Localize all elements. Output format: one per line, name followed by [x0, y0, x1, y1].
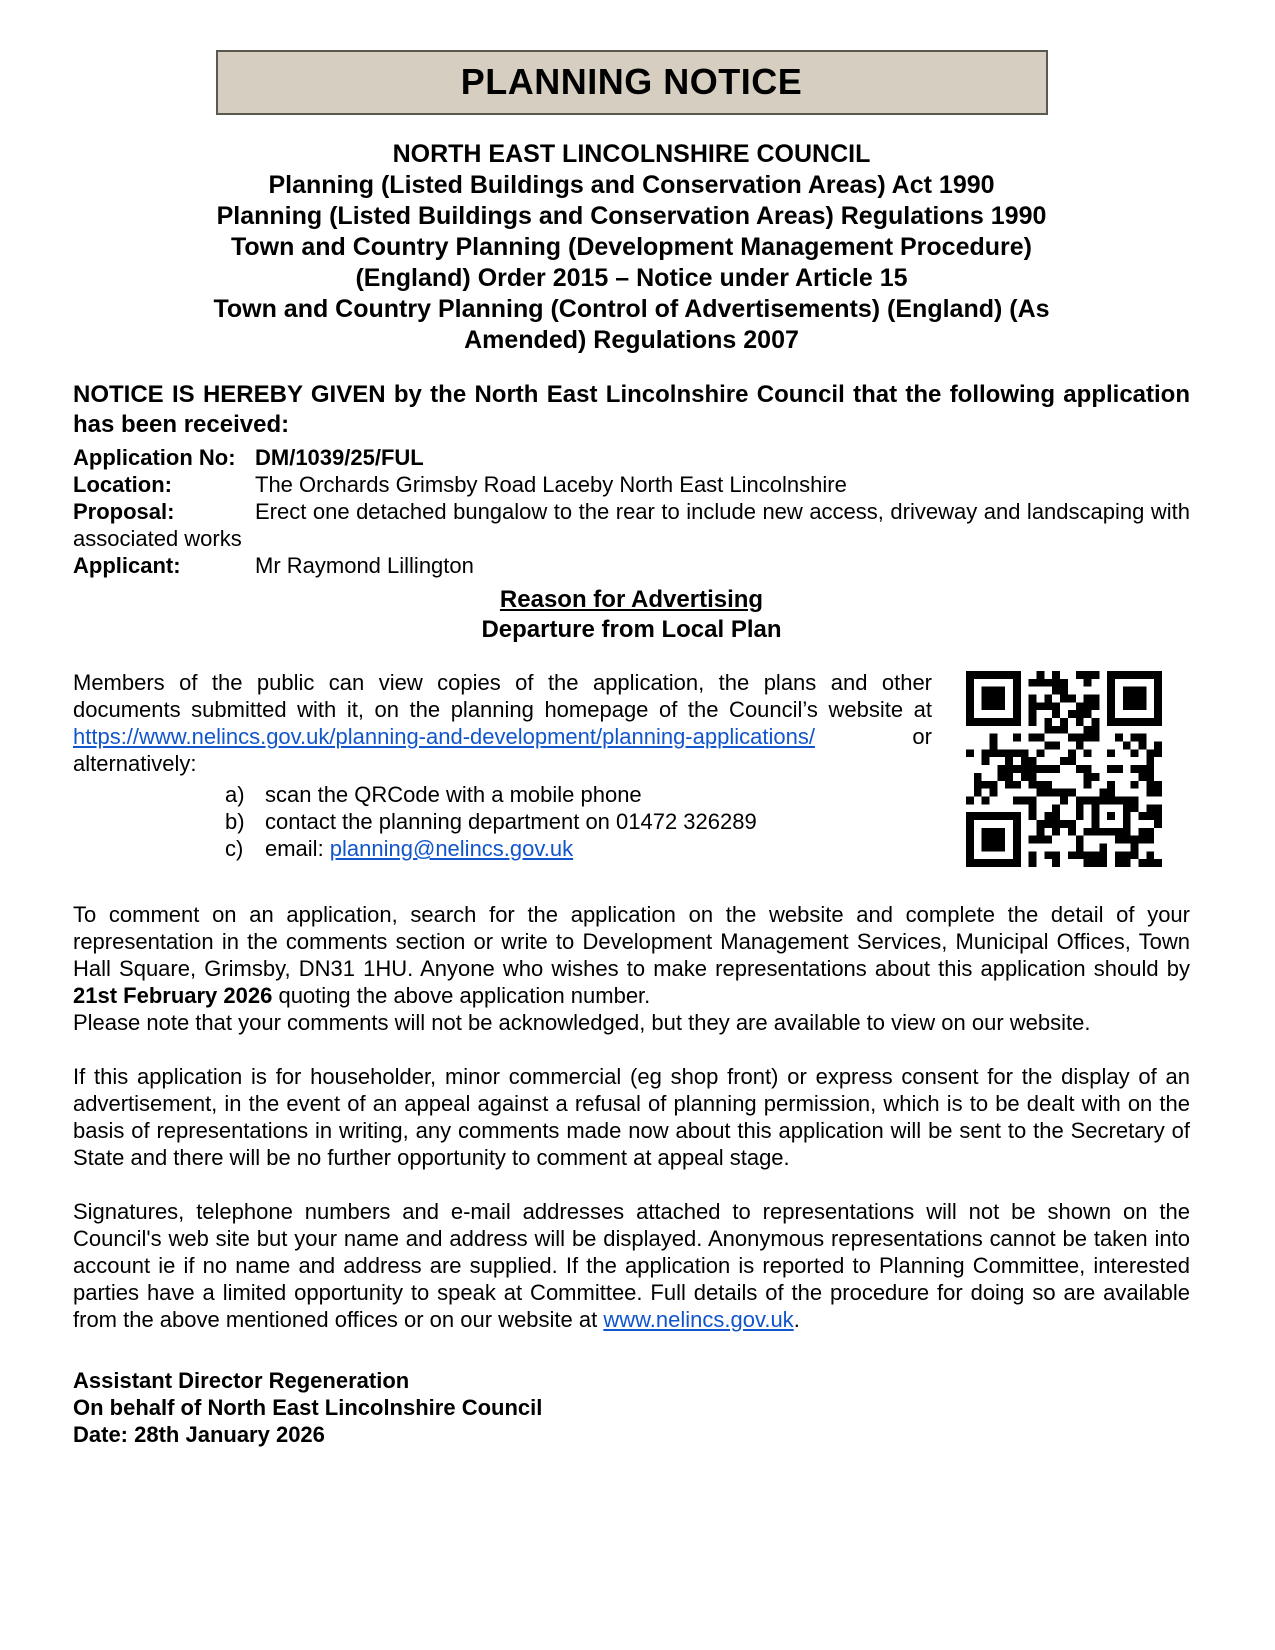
location-value: The Orchards Grimsby Road Laceby North East Lincolnshire: [255, 472, 847, 497]
planning-applications-link[interactable]: https://www.nelincs.gov.uk/planning-and-development/planning-applications/: [73, 724, 815, 749]
page-title: PLANNING NOTICE: [460, 61, 803, 102]
comment-text-before-date: To comment on an application, search for the application on the website and complete the detail of your representation in the comments section or write to Development Management Services, Municipal Offices, Town Hall Square, Grimsby, DN31 1HU. Anyone who wishes to make representations about this application should by: [73, 902, 1190, 981]
footer-role: Assistant Director Regeneration: [73, 1368, 410, 1393]
how-to-comment-paragraph: [73, 901, 1190, 1009]
proposal-label: Proposal:: [73, 499, 175, 524]
proposal-value: Erect one detached bungalow to the rear to include new access, driveway and landscaping with associated works: [73, 499, 1190, 551]
applicant-label: Applicant:: [73, 553, 181, 578]
option-c-prefix: email:: [265, 836, 330, 861]
view-text-after-link: or alternatively:: [73, 724, 932, 776]
footer-on-behalf: On behalf of North East Lincolnshire Council: [73, 1395, 543, 1420]
appeal-paragraph: If this application is for householder, minor commercial (eg shop front) or express consent for the display of an advertisement, in the event of an appeal against a refusal of planning permission, which is to be dealt with on the basis of representations in writing, any comments made now about this application will be sent to the Secretary of State and there will be no further opportunity to comment at appeal stage.: [73, 1064, 1190, 1170]
view-text-before-link: Members of the public can view copies of the application, the plans and other documents submitted with it, on the planning homepage of the Council’s website at: [73, 670, 932, 722]
view-application-section: [73, 669, 1190, 877]
legislation-line: Town and Country Planning (Development Management Procedure): [230, 233, 1032, 261]
reason-heading: Reason for Advertising: [499, 586, 764, 613]
comment-deadline-date: 21st February 2026: [73, 983, 273, 1008]
title-box: [216, 50, 1048, 115]
applicant-value: Mr Raymond Lillington: [255, 553, 474, 578]
signatures-text-before-link: Signatures, telephone numbers and e-mail addresses attached to representations will not be shown on the Council's web site but your name and address will be displayed. Anonymous representations cannot be taken into account ie if no name and address are supplied. If the application is reported to Planning Committee, interested parties have a limited opportunity to speak at Committee. Full details of the procedure for doing so are available from the above mentioned offices or on our website at: [73, 1199, 1190, 1332]
option-b-marker: b): [225, 809, 245, 834]
header-block: [73, 139, 1190, 356]
application-no-value: DM/1039/25/FUL: [255, 445, 424, 470]
legislation-line: Planning (Listed Buildings and Conservation Areas) Act 1990: [268, 171, 995, 199]
reason-for-advertising-block: [73, 585, 1190, 645]
application-details: [73, 444, 1190, 579]
applicant-row: [73, 552, 1190, 579]
option-c-marker: c): [225, 836, 244, 861]
reason-value: Departure from Local Plan: [481, 616, 782, 643]
legislation-line: Planning (Listed Buildings and Conservation Areas) Regulations 1990: [216, 202, 1047, 230]
proposal-row: [73, 498, 1190, 552]
option-a-marker: a): [225, 782, 245, 807]
legislation-line: (England) Order 2015 – Notice under Article 15: [355, 264, 908, 292]
signature-footer: [73, 1367, 1190, 1448]
signatures-text-after-link: .: [793, 1307, 800, 1332]
legislation-line: Town and Country Planning (Control of Advertisements) (England) (As: [213, 295, 1050, 323]
comment-text-after-date: quoting the above application number.: [272, 983, 651, 1008]
planning-email-link[interactable]: planning@nelincs.gov.uk: [329, 836, 574, 861]
comments-note-paragraph: Please note that your comments will not be acknowledged, but they are available to view on our website.: [73, 1010, 1091, 1035]
signatures-paragraph: [73, 1198, 1190, 1333]
option-a-text: scan the QRCode with a mobile phone: [265, 782, 642, 807]
location-label: Location:: [73, 472, 172, 497]
option-b-text: contact the planning department on 01472 326289: [265, 809, 757, 834]
location-row: [73, 471, 1190, 498]
council-name: NORTH EAST LINCOLNSHIRE COUNCIL: [392, 140, 871, 168]
notice-intro: NOTICE IS HEREBY GIVEN by the North East Lincolnshire Council that the following application has been received:: [73, 381, 1190, 438]
qr-code-icon: [966, 671, 1162, 867]
council-website-link[interactable]: www.nelincs.gov.uk: [603, 1307, 794, 1332]
legislation-line: Amended) Regulations 2007: [464, 326, 799, 354]
footer-date: Date: 28th January 2026: [73, 1422, 325, 1447]
application-no-row: [73, 444, 1190, 471]
application-no-label: Application No:: [73, 445, 236, 470]
